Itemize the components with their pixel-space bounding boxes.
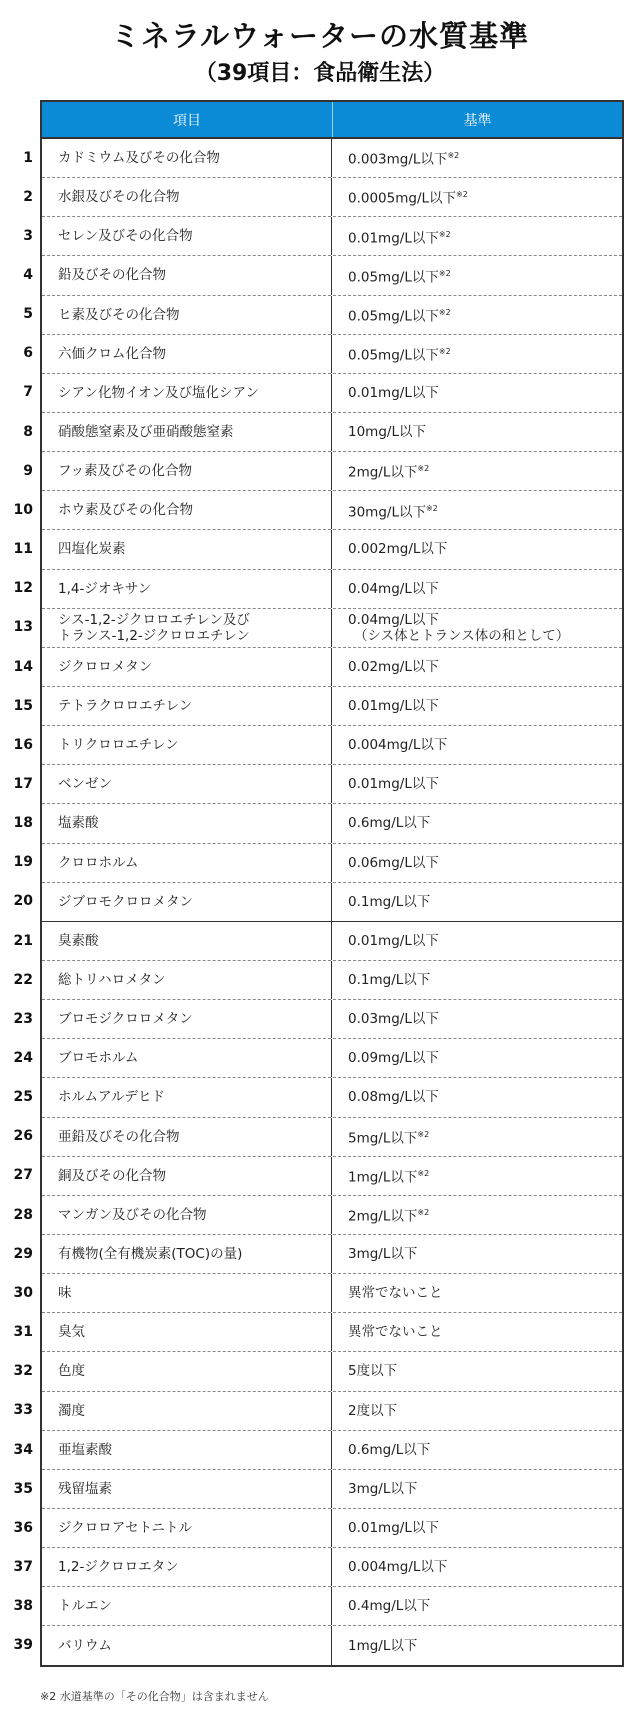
row-number: 36	[13, 1519, 33, 1536]
footnote-mark: ※2	[438, 307, 451, 317]
footnote-mark: ※2	[425, 503, 438, 513]
row-number: 26	[13, 1128, 33, 1145]
row-number: 28	[13, 1206, 33, 1223]
table-row	[42, 139, 622, 178]
standard-value: 0.6mg/L以下	[348, 1441, 431, 1458]
standard-value: 0.6mg/L以下	[348, 815, 431, 832]
standard-value: 0.004mg/L以下	[348, 1559, 448, 1576]
item-cell	[42, 961, 332, 999]
item-name: 残留塩素	[58, 1480, 112, 1497]
item-name: ジクロロメタン	[58, 658, 153, 675]
row-number: 17	[13, 775, 33, 792]
item-name: 硝酸態窒素及び亜硝酸態窒素	[58, 424, 234, 441]
row-number: 9	[23, 462, 33, 479]
footnote-mark: ※2	[417, 1208, 430, 1218]
standard-value: 0.01mg/L以下	[348, 230, 439, 247]
item-cell	[42, 1352, 332, 1390]
standard-value: 30mg/L以下	[348, 504, 426, 521]
item-cell	[42, 844, 332, 882]
header-standard: 基準	[463, 112, 492, 129]
item-name: クロロホルム	[58, 854, 139, 871]
standard-cell	[332, 256, 622, 294]
item-cell	[42, 1235, 332, 1273]
item-name: トリクロロエチレン	[58, 737, 179, 754]
standard-cell	[332, 726, 622, 764]
row-number: 35	[13, 1480, 33, 1497]
standards-table	[40, 100, 624, 1667]
item-name: 亜鉛及びその化合物	[58, 1128, 180, 1145]
item-cell	[42, 1548, 332, 1586]
standard-cell	[332, 374, 622, 412]
table-row	[42, 1587, 622, 1626]
item-name: 水銀及びその化合物	[58, 189, 180, 206]
item-name: セレン及びその化合物	[58, 228, 193, 245]
item-name: 味	[58, 1285, 72, 1302]
table-row	[42, 1118, 622, 1157]
item-cell	[42, 570, 332, 608]
table-row	[42, 570, 622, 609]
item-cell	[42, 256, 332, 294]
item-cell	[42, 804, 332, 842]
row-number: 22	[13, 971, 33, 988]
item-name: ホウ素及びその化合物	[58, 502, 193, 519]
table-row	[42, 256, 622, 295]
item-name: ホルムアルデヒド	[58, 1089, 165, 1106]
standard-cell	[332, 1118, 622, 1156]
table-row	[42, 1509, 622, 1548]
standard-cell	[332, 883, 622, 921]
row-number: 16	[13, 736, 33, 753]
item-name: 1,4-ジオキサン	[58, 580, 152, 597]
item-name: ヒ素及びその化合物	[58, 306, 180, 323]
standard-cell	[332, 1626, 622, 1665]
table-row	[42, 1313, 622, 1352]
standard-cell	[332, 335, 622, 373]
row-number: 39	[13, 1637, 33, 1654]
table-row	[42, 883, 622, 922]
item-cell	[42, 452, 332, 490]
standard-cell	[332, 491, 622, 529]
row-number: 30	[13, 1284, 33, 1301]
standard-value: 5度以下	[348, 1363, 398, 1380]
item-cell	[42, 922, 332, 960]
table-row	[42, 1000, 622, 1039]
row-number: 5	[23, 306, 33, 323]
item-name: ジクロロアセトニトル	[58, 1519, 193, 1536]
item-cell	[42, 296, 332, 334]
standard-value: 2mg/L以下	[348, 1208, 418, 1225]
table-row	[42, 491, 622, 530]
row-number: 3	[23, 227, 33, 244]
row-number: 29	[13, 1245, 33, 1262]
table-row	[42, 335, 622, 374]
item-name: 臭素酸	[58, 932, 99, 949]
standard-cell	[332, 1274, 622, 1312]
table-row	[42, 961, 622, 1000]
standard-cell	[332, 1000, 622, 1038]
row-number: 4	[23, 267, 33, 284]
item-cell	[42, 178, 332, 216]
standard-cell	[332, 452, 622, 490]
item-name: ジブロモクロロメタン	[58, 893, 193, 910]
standard-cell	[332, 1313, 622, 1351]
item-cell	[42, 1313, 332, 1351]
standard-value: 0.4mg/L以下	[348, 1598, 431, 1615]
table-row	[42, 1392, 622, 1431]
standard-cell	[332, 413, 622, 451]
item-name: 濁度	[58, 1402, 85, 1419]
footnote-mark: ※2	[447, 151, 460, 161]
item-name: ブロモホルム	[58, 1050, 139, 1067]
table-row	[42, 687, 622, 726]
standard-cell	[332, 530, 622, 568]
table-row	[42, 804, 622, 843]
row-number: 19	[13, 854, 33, 871]
row-number: 14	[13, 658, 33, 675]
standard-value: 異常でないこと	[348, 1324, 443, 1341]
table-row	[42, 1548, 622, 1587]
table-row	[42, 1196, 622, 1235]
standard-cell	[332, 609, 622, 647]
row-number: 31	[13, 1324, 33, 1341]
standard-value: 0.003mg/L以下	[348, 151, 448, 168]
standard-cell	[332, 1196, 622, 1234]
row-number: 38	[13, 1598, 33, 1615]
standard-cell	[332, 570, 622, 608]
standard-cell	[332, 1431, 622, 1469]
standard-value: 2度以下	[348, 1402, 398, 1419]
row-number: 24	[13, 1050, 33, 1067]
footnote-mark: ※2	[417, 464, 430, 474]
table-row	[42, 530, 622, 569]
standard-cell	[332, 804, 622, 842]
standard-value: 0.01mg/L以下	[348, 932, 439, 949]
row-number: 34	[13, 1441, 33, 1458]
table-row	[42, 609, 622, 648]
standard-value: 0.01mg/L以下	[348, 776, 439, 793]
item-name: 色度	[58, 1363, 85, 1380]
table-body	[42, 139, 622, 1665]
item-cell	[42, 1509, 332, 1547]
item-cell	[42, 726, 332, 764]
standard-cell	[332, 1548, 622, 1586]
footnote-mark: ※2	[417, 1129, 430, 1139]
row-number: 32	[13, 1363, 33, 1380]
page-title: ミネラルウォーターの水質基準	[111, 19, 529, 53]
standard-value: 0.06mg/L以下	[348, 854, 439, 871]
table-row	[42, 1235, 622, 1274]
table-row	[42, 1431, 622, 1470]
standard-cell	[332, 1157, 622, 1195]
header-item: 項目	[42, 102, 333, 137]
item-name: 四塩化炭素	[58, 541, 126, 558]
item-name: マンガン及びその化合物	[58, 1206, 207, 1223]
standard-value: 0.04mg/L以下	[348, 611, 439, 628]
standard-value: 0.1mg/L以下	[348, 972, 431, 989]
standard-value: 0.01mg/L以下	[348, 1519, 439, 1536]
standard-cell	[332, 844, 622, 882]
standard-value: 0.08mg/L以下	[348, 1089, 439, 1106]
item-cell	[42, 1157, 332, 1195]
row-number: 15	[13, 697, 33, 714]
standard-cell	[332, 1352, 622, 1390]
standard-value: 3mg/L以下	[348, 1480, 418, 1497]
standard-cell	[332, 1235, 622, 1273]
item-cell	[42, 609, 332, 647]
item-cell	[42, 530, 332, 568]
standard-cell	[332, 922, 622, 960]
table-row	[42, 1352, 622, 1391]
standard-cell	[332, 178, 622, 216]
table-row	[42, 765, 622, 804]
item-name-line2: トランス-1,2-ジクロロエチレン	[58, 627, 250, 644]
table-row	[42, 1039, 622, 1078]
row-number: 33	[13, 1402, 33, 1419]
item-name: バリウム	[58, 1637, 112, 1654]
item-cell	[42, 374, 332, 412]
item-name: フッ素及びその化合物	[58, 463, 193, 480]
standard-value: 1mg/L以下	[348, 1169, 418, 1186]
item-cell	[42, 1470, 332, 1508]
item-name: 臭気	[58, 1324, 85, 1341]
item-cell	[42, 139, 332, 177]
item-name: 銅及びその化合物	[58, 1167, 166, 1184]
item-cell	[42, 1039, 332, 1077]
item-cell	[42, 1078, 332, 1116]
footnote-mark: ※2	[456, 190, 468, 200]
item-cell	[42, 1392, 332, 1430]
item-cell	[42, 217, 332, 255]
standard-value: 0.02mg/L以下	[348, 658, 439, 675]
table-row	[42, 374, 622, 413]
standard-cell	[332, 217, 622, 255]
table-row	[42, 178, 622, 217]
footnote-mark: ※2	[438, 268, 451, 278]
table-row	[42, 1470, 622, 1509]
standard-value: 0.03mg/L以下	[348, 1011, 439, 1028]
item-cell	[42, 765, 332, 803]
item-name: トルエン	[58, 1598, 112, 1615]
item-cell	[42, 491, 332, 529]
standard-value: 0.01mg/L以下	[348, 698, 439, 715]
item-cell	[42, 1274, 332, 1312]
row-number: 20	[13, 893, 33, 910]
item-cell	[42, 687, 332, 725]
standard-note: （シス体とトランス体の和として）	[354, 627, 570, 644]
standard-cell	[332, 687, 622, 725]
standard-value: 3mg/L以下	[348, 1246, 418, 1262]
row-number: 10	[13, 501, 33, 518]
standard-cell	[332, 1587, 622, 1625]
standard-value: 0.004mg/L以下	[348, 737, 448, 754]
footnote-mark: ※2	[417, 1168, 430, 1178]
item-name: シアン化物イオン及び塩化シアン	[58, 384, 260, 401]
item-name: カドミウム及びその化合物	[58, 150, 220, 167]
standard-value: 0.002mg/L以下	[348, 541, 448, 558]
row-number: 27	[13, 1167, 33, 1184]
item-name: 塩素酸	[58, 815, 99, 832]
row-number: 37	[13, 1558, 33, 1575]
item-cell	[42, 1431, 332, 1469]
item-name: シス-1,2-ジクロロエチレン及び	[58, 611, 250, 628]
row-number: 8	[23, 423, 33, 440]
standard-cell	[332, 296, 622, 334]
standard-cell	[332, 1039, 622, 1077]
row-number: 23	[13, 1010, 33, 1027]
table-row	[42, 1157, 622, 1196]
standard-cell	[332, 765, 622, 803]
standard-value: 10mg/L以下	[348, 424, 426, 441]
item-name: 鉛及びその化合物	[58, 267, 166, 284]
standard-value: 0.01mg/L以下	[348, 384, 439, 401]
item-cell	[42, 1587, 332, 1625]
item-cell	[42, 1626, 332, 1665]
item-cell	[42, 1000, 332, 1038]
table-row	[42, 1274, 622, 1313]
item-name: 亜塩素酸	[58, 1441, 112, 1458]
standard-cell	[332, 139, 622, 177]
table-row	[42, 922, 622, 961]
standard-value: 1mg/L以下	[348, 1637, 418, 1654]
table-row	[42, 413, 622, 452]
standard-value: 0.1mg/L以下	[348, 893, 431, 910]
item-cell	[42, 883, 332, 921]
item-name: ベンゼン	[58, 776, 112, 793]
table-row	[42, 217, 622, 256]
row-number: 12	[13, 580, 33, 597]
row-number: 13	[13, 619, 33, 636]
table-row	[42, 1626, 622, 1665]
standard-value: 0.05mg/L以下	[348, 308, 439, 325]
item-name: 1,2-ジクロロエタン	[58, 1559, 179, 1576]
item-name: ブロモジクロロメタン	[58, 1011, 193, 1028]
item-name: 六価クロム化合物	[58, 345, 166, 362]
row-number: 7	[23, 384, 33, 401]
standard-cell	[332, 961, 622, 999]
row-number: 21	[13, 932, 33, 949]
row-number: 25	[13, 1089, 33, 1106]
table-header	[42, 102, 622, 139]
item-name: テトラクロロエチレン	[58, 698, 193, 715]
standard-value: 異常でないこと	[348, 1285, 443, 1302]
row-number: 11	[13, 541, 33, 558]
footnote: ※2 水道基準の「その化合物」は含まれません	[40, 1690, 269, 1703]
standard-value: 5mg/L以下	[348, 1130, 418, 1147]
row-number: 18	[13, 815, 33, 832]
standard-cell	[332, 1470, 622, 1508]
item-cell	[42, 335, 332, 373]
standard-value: 0.05mg/L以下	[348, 269, 439, 286]
page-subtitle: （39項目：食品衛生法）	[194, 61, 446, 86]
standard-cell	[332, 1392, 622, 1430]
table-row	[42, 296, 622, 335]
table-row	[42, 452, 622, 491]
item-cell	[42, 413, 332, 451]
standard-value: 0.04mg/L以下	[348, 580, 439, 597]
item-cell	[42, 1196, 332, 1234]
table-row	[42, 648, 622, 687]
item-cell	[42, 1118, 332, 1156]
row-number: 1	[23, 149, 33, 166]
item-name: 有機物(全有機炭素(TOC)の量)	[58, 1246, 243, 1262]
standard-value: 2mg/L以下	[348, 464, 418, 481]
standard-value: 0.09mg/L以下	[348, 1050, 439, 1067]
standard-value: 0.05mg/L以下	[348, 347, 439, 364]
table-row	[42, 1078, 622, 1117]
standard-cell	[332, 648, 622, 686]
footnote-mark: ※2	[438, 229, 451, 239]
standard-cell	[332, 1509, 622, 1547]
row-number: 6	[23, 345, 33, 362]
row-number: 2	[23, 188, 33, 205]
footnote-mark: ※2	[438, 347, 451, 357]
table-row	[42, 726, 622, 765]
table-row	[42, 844, 622, 883]
item-name: 総トリハロメタン	[58, 972, 166, 989]
item-cell	[42, 648, 332, 686]
standard-value: 0.0005mg/L以下	[348, 190, 457, 207]
standard-cell	[332, 1078, 622, 1116]
